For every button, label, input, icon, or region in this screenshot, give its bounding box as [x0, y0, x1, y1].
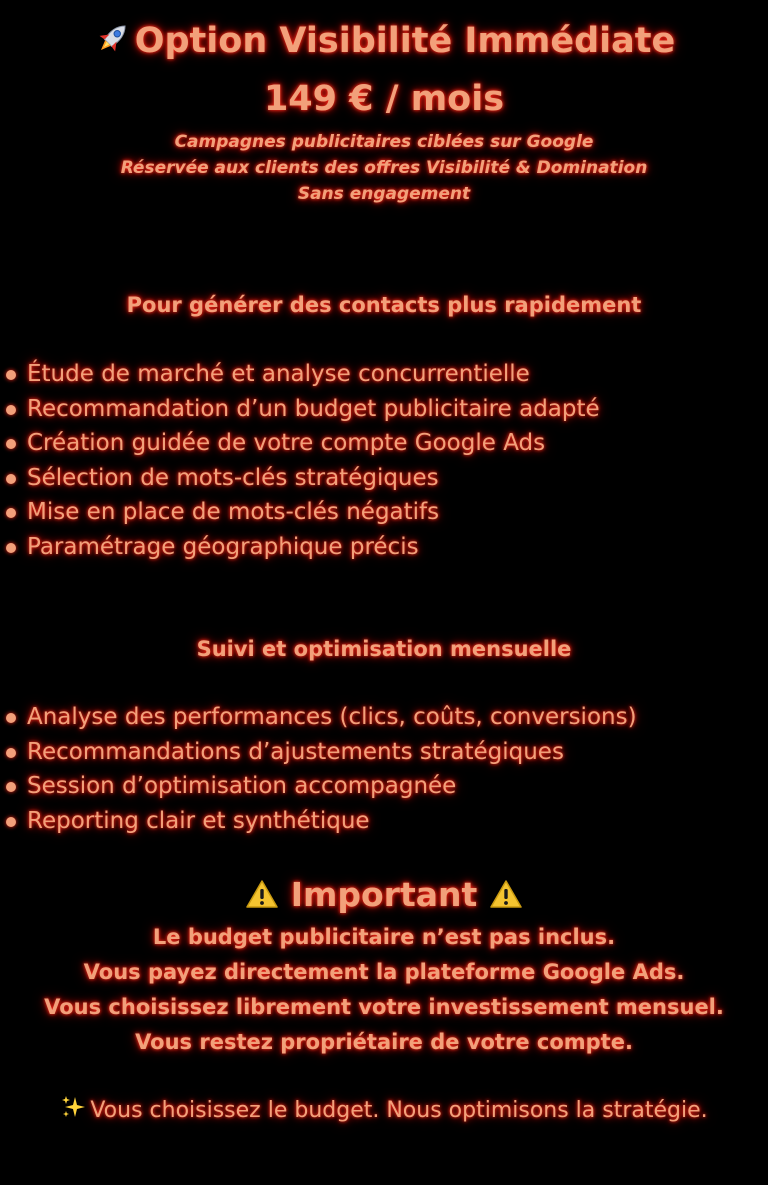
important-title-text: Important [290, 875, 478, 914]
list-item: Recommandation d’un budget publicitaire adapté [0, 392, 600, 427]
subline-campaigns: Campagnes publicitaires ciblées sur Google [174, 132, 594, 152]
important-line-ownership: Vous restez propriétaire de votre compte. [135, 1030, 633, 1054]
list-item: Création guidée de votre compte Google Ads [0, 426, 600, 461]
subline-no-commitment: Sans engagement [297, 184, 471, 204]
rocket-icon [93, 18, 133, 58]
list-item: Session d’optimisation accompagnée [0, 769, 637, 804]
page-title-row [0, 18, 768, 64]
subline-reserved: Réservée aux clients des offres Visibilité & Domination [120, 158, 648, 178]
bullet-icon [6, 474, 16, 484]
important-line-payment: Vous payez directement la plateforme Google Ads. [83, 960, 685, 984]
footer-tagline [0, 1094, 768, 1128]
list-item: Étude de marché et analyse concurrentielle [0, 357, 600, 392]
section-heading-contacts: Pour générer des contacts plus rapidement [126, 293, 642, 317]
bullet-icon [6, 543, 16, 553]
list-item: Recommandations d’ajustements stratégiques [0, 735, 637, 770]
contacts-list [0, 357, 600, 564]
list-item: Mise en place de mots-clés négatifs [0, 495, 600, 530]
bullet-icon [6, 370, 16, 380]
footer-text: Vous choisissez le budget. Nous optimisons la stratégie. [90, 1098, 708, 1123]
suivi-list [0, 700, 637, 838]
warning-icon [245, 875, 279, 905]
bullet-icon [6, 782, 16, 792]
list-item: Sélection de mots-clés stratégiques [0, 461, 600, 496]
bullet-icon [6, 439, 16, 449]
important-line-investment: Vous choisissez librement votre investissement mensuel. [44, 995, 724, 1019]
sparkles-icon [60, 1094, 86, 1120]
section-heading-suivi: Suivi et optimisation mensuelle [196, 637, 572, 661]
bullet-icon [6, 508, 16, 518]
list-item: Paramétrage géographique précis [0, 530, 600, 565]
list-item: Reporting clair et synthétique [0, 804, 637, 839]
bullet-icon [6, 405, 16, 415]
bullet-icon [6, 748, 16, 758]
bullet-icon [6, 817, 16, 827]
important-line-budget: Le budget publicitaire n’est pas inclus. [152, 925, 616, 949]
important-title-row [0, 872, 768, 918]
list-item: Analyse des performances (clics, coûts, conversions) [0, 700, 637, 735]
warning-icon [489, 875, 523, 905]
bullet-icon [6, 713, 16, 723]
title-text: Option Visibilité Immédiate [134, 21, 676, 61]
price: 149 € / mois [263, 79, 505, 119]
